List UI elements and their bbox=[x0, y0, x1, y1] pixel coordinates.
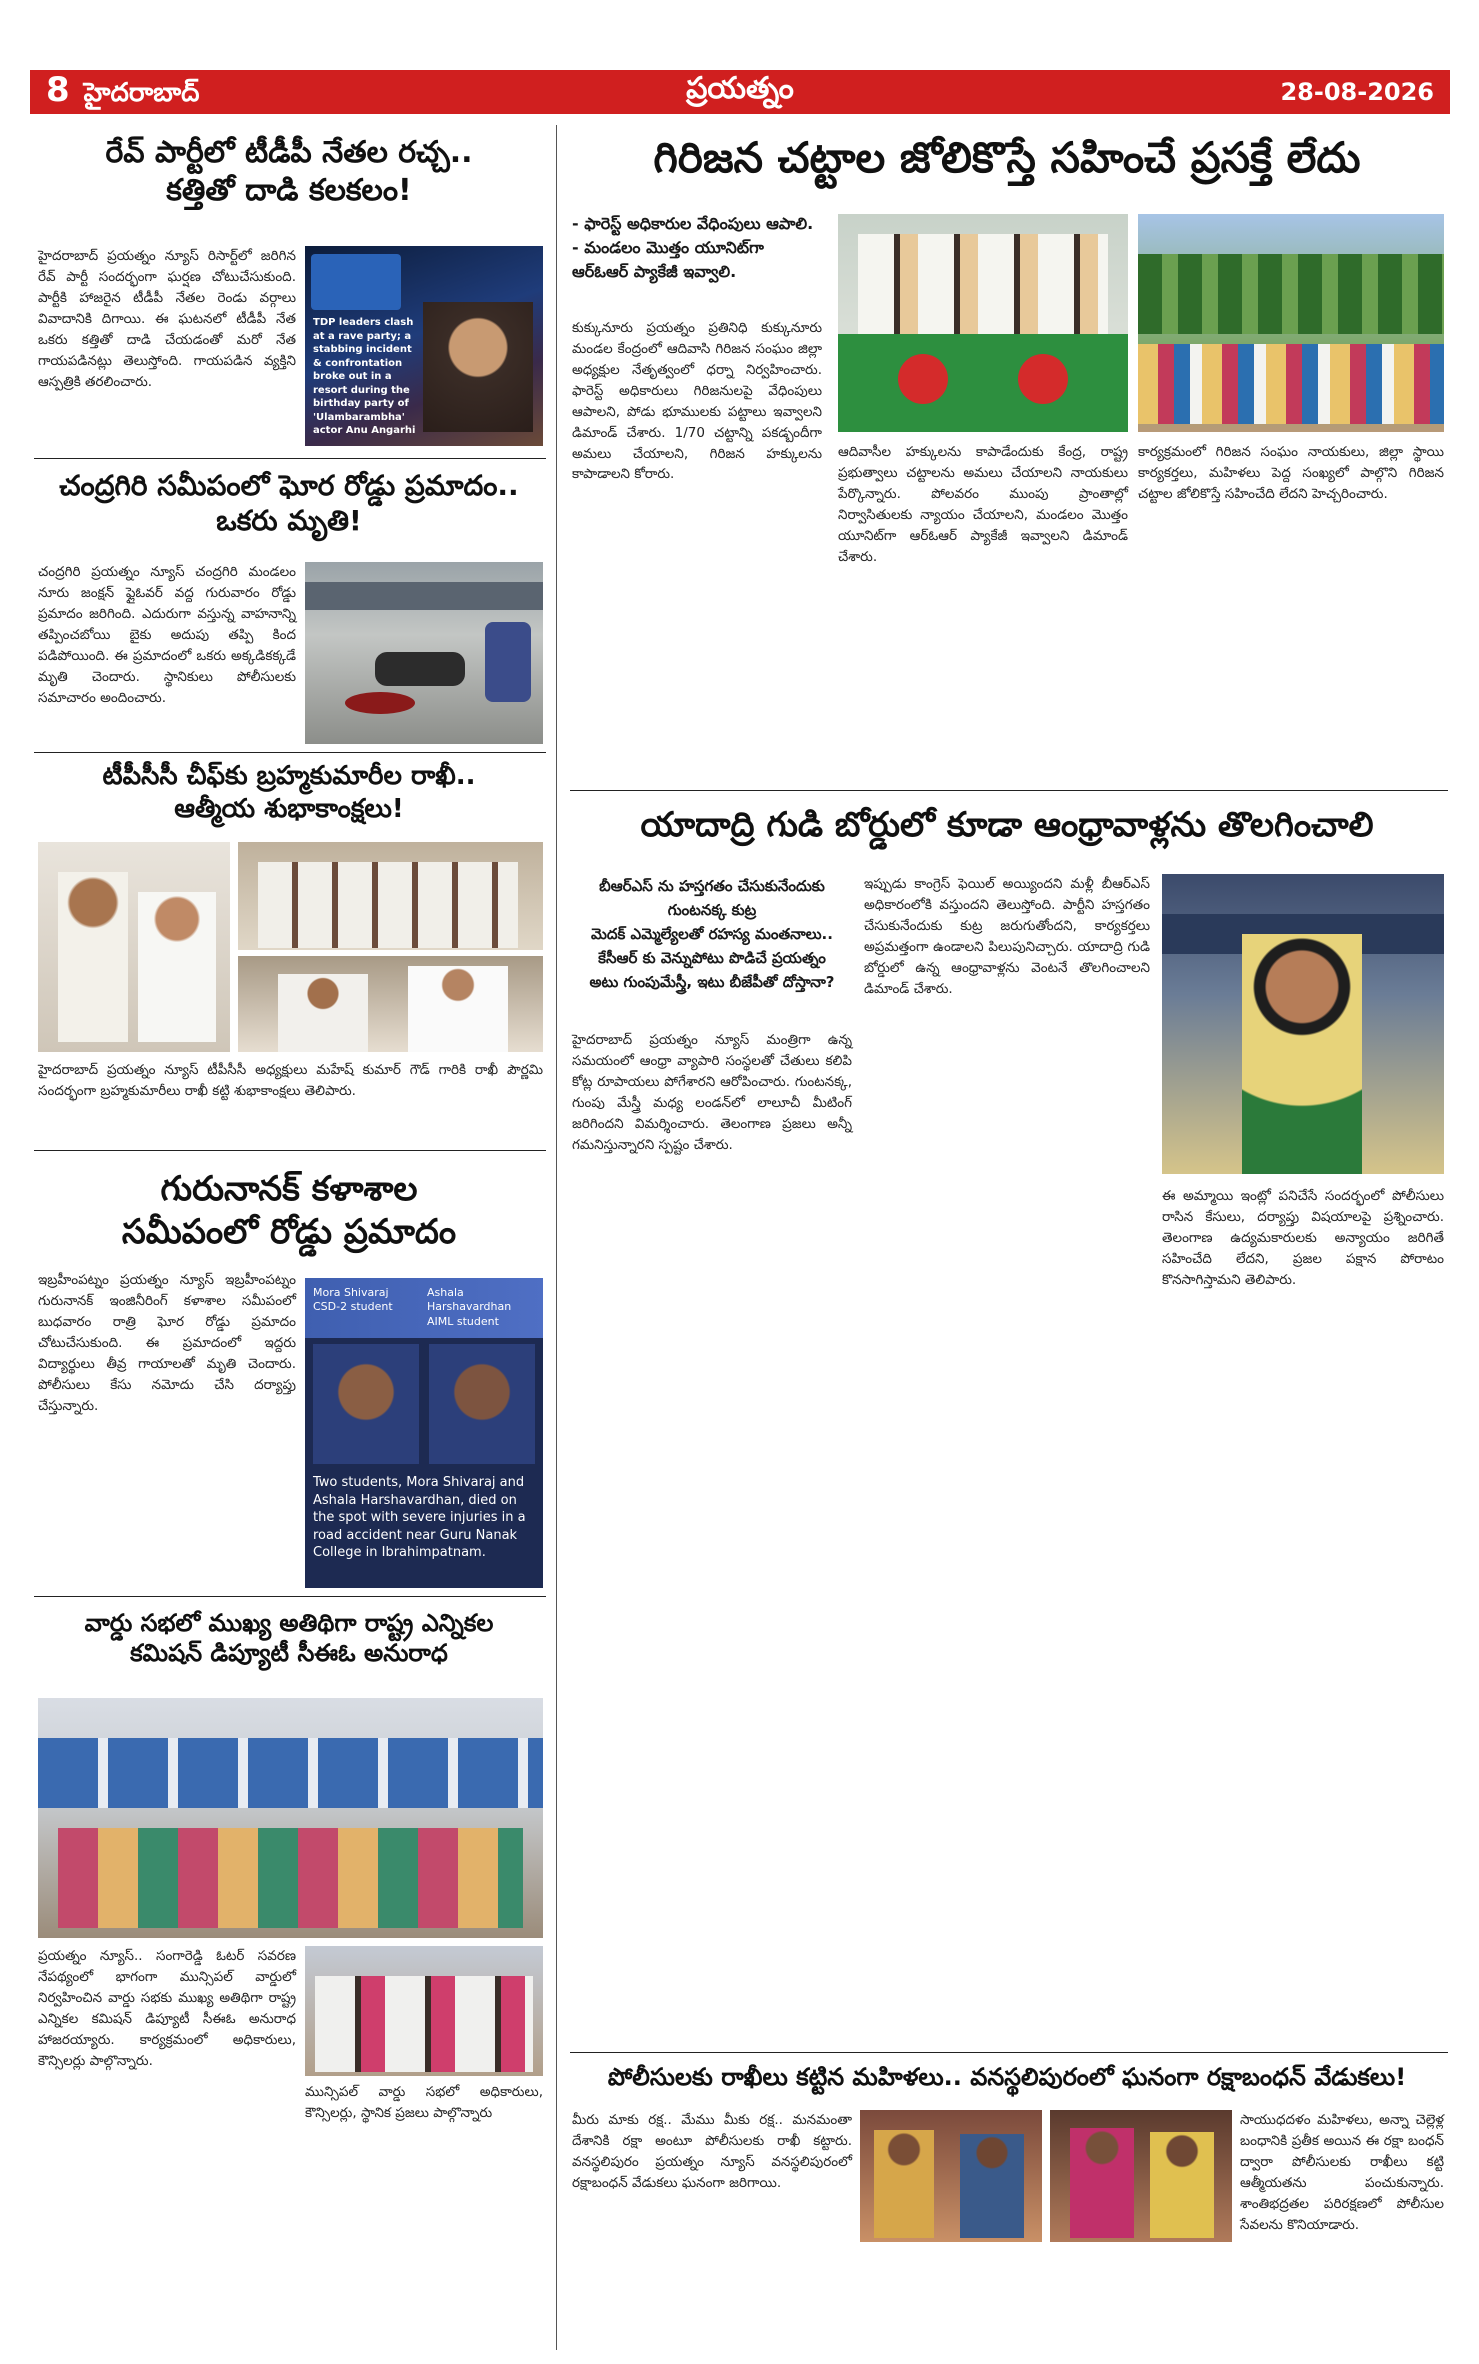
article-gurunanak-accident bbox=[30, 1154, 548, 1594]
subhead: బీఆర్ఎస్ ను హస్తగతం చేసుకునేందుకు bbox=[599, 877, 825, 895]
article-body: మీరు మాకు రక్ష.. మేము మీకు రక్ష.. మనమంతా దేశానికి రక్షా అంటూ పోలీసులకు రాఖీ కట్టారు. వనస్థలిపురం ప్రయత్నం న్యూస్ వనస్థలిపురంలో రక్షాబంధన్ వేడుకలు ఘనంగా జరిగాయి. bbox=[572, 2112, 852, 2191]
photo-detail bbox=[485, 622, 531, 702]
masthead-date: 28-08-2026 bbox=[1280, 78, 1434, 106]
masthead-city: హైదరాబాద్ bbox=[83, 78, 200, 108]
rakhi-police-photo-2 bbox=[1050, 2110, 1232, 2242]
accident-photo bbox=[305, 562, 543, 744]
rakhi-photo-1 bbox=[38, 842, 230, 1052]
photo-detail bbox=[345, 692, 415, 714]
article-body: కార్యక్రమంలో గిరిజన సంఘం నాయకులు, జిల్లా స్థాయి కార్యకర్తలు, మహిళలు పెద్ద సంఖ్యలో పాల్గొని గిరిజన చట్టాల జోలికొస్తే సహించేది లేదని హెచ్చరించారు. bbox=[1138, 444, 1444, 502]
article-ward-sabha bbox=[30, 1600, 548, 2350]
headline: గిరిజన చట్టాల జోలికొస్తే సహించే ప్రసక్తే లేదు bbox=[653, 133, 1361, 182]
headline: కమిషన్ డిప్యూటీ సీఈఓ అనురాధ bbox=[130, 1639, 448, 1667]
protest-photo-1 bbox=[838, 214, 1128, 432]
photo-caption: TDP leaders clash at a rave party; a stabbing incident & confrontation broke out in a resort during the birthday party of 'Ulambarambha' actor Anu Angarhi bbox=[313, 317, 416, 436]
photo-detail bbox=[58, 1828, 523, 1928]
article-body: ఆదివాసీల హక్కులను కాపాడేందుకు కేంద్ర, రాష్ట్ర ప్రభుత్వాలు చట్టాలను అమలు చేయాలని నాయకులు పేర్కొన్నారు. పోలవరం ముంపు ప్రాంతాల్లో నిర్వాసితులకు న్యాయం చేయాలని, మండలం మొత్తం యూనిట్‌గా ఆర్‌ఓఆర్ ప్యాకేజీ ఇవ్వాలని డిమాండ్ చేశారు. bbox=[838, 444, 1128, 565]
headline: ఒకరు మృతి! bbox=[216, 504, 362, 537]
banner bbox=[838, 334, 1128, 432]
protest-photo-2 bbox=[1138, 214, 1444, 432]
divider bbox=[34, 1596, 546, 1597]
page-number: 8 bbox=[46, 70, 70, 110]
article-body: చంద్రగిరి ప్రయత్నం న్యూస్ చంద్రగిరి మండలం నూరు జంక్షన్ ఫ్లైఓవర్ వద్ద గురువారం రోడ్డు ప్రమాదం జరిగింది. ఎదురుగా వస్తున్న వాహనాన్ని తప్పించబోయి బైకు అదుపు తప్పి కింద పడిపోయింది. ఈ ప్రమాదంలో ఒకరు అక్కడికక్కడే మృతి చెందారు. స్థానికులు పోలీసులకు సమాచారం అందించారు. bbox=[38, 564, 296, 706]
photo-detail bbox=[1070, 2128, 1134, 2238]
divider bbox=[34, 752, 546, 753]
photo-detail bbox=[874, 2130, 934, 2238]
photo-detail bbox=[278, 974, 368, 1052]
subhead: అటు గుంపుమేస్త్రీ, ఇటు బీజేపీతో దోస్తానా? bbox=[589, 973, 835, 991]
article-body: సాయుధదళం మహిళలు, అన్నా చెల్లెళ్ల బంధానికి ప్రతీక అయిన ఈ రక్షా బంధన్ ద్వారా పోలీసులకు రాఖీలు కట్టి ఆత్మీయతను పంచుకున్నారు. శాంతిభద్రతల పరిరక్షణలో పోలీసుల సేవలను కొనియాడారు. bbox=[1240, 2112, 1444, 2233]
divider bbox=[34, 1150, 546, 1151]
headline: పోలీసులకు రాఖీలు కట్టిన మహిళలు.. వనస్థలిపురంలో ఘనంగా రక్షాబంధన్ వేడుకలు! bbox=[607, 2063, 1407, 2091]
rakhi-police-photo-1 bbox=[860, 2110, 1042, 2242]
divider bbox=[34, 458, 546, 459]
photo-detail bbox=[1138, 344, 1444, 424]
article-police-rakhi bbox=[564, 2056, 1450, 2350]
photo-detail bbox=[305, 582, 543, 610]
article-body: కుక్కునూరు ప్రయత్నం ప్రతినిధి కుక్కునూరు మండల కేంద్రంలో ఆదివాసి గిరిజన సంఘం జిల్లా అధ్యక్షుల నేతృత్వంలో ధర్నా నిర్వహించారు. ఫారెస్ట్ అధికారులు గిరిజనులపై వేధింపులు ఆపాలని, పోడు భూములకు పట్టాలు ఇవ్వాలని డిమాండ్ చేశారు. 1/70 చట్టాన్ని పకడ్బందీగా అమలు చేయాలని, గిరిజన హక్కులను కాపాడాలని కోరారు. bbox=[572, 320, 822, 483]
article-body: ప్రయత్నం న్యూస్.. సంగారెడ్డి ఓటర్ సవరణ నేపథ్యంలో భాగంగా మున్సిపల్ వార్డులో నిర్వహించిన వార్డు సభకు ముఖ్య అతిథిగా రాష్ట్ర ఎన్నికల కమిషన్ డిప్యూటీ సీఈఓ అనురాధ హాజరయ్యారు. కార్యక్రమంలో అధికారులు, కౌన్సిలర్లు పాల్గొన్నారు. bbox=[38, 1948, 296, 2069]
news-photo bbox=[305, 246, 543, 446]
headline: సమీపంలో రోడ్డు ప్రమాదం bbox=[121, 1211, 457, 1252]
student-course: CSD-2 student bbox=[313, 1300, 393, 1314]
article-body: హైదరాబాద్ ప్రయత్నం న్యూస్ టీపీసీసీ అధ్యక్షులు మహేష్ కుమార్ గౌడ్ గారికి రాఖీ పౌర్ణమి సందర్భంగా బ్రహ్మకుమారీలు రాఖీ కట్టి శుభాకాంక్షలు తెలిపారు. bbox=[38, 1062, 543, 1099]
photo-detail bbox=[38, 1738, 543, 1808]
photo-detail bbox=[315, 1976, 533, 2072]
meeting-photo-2 bbox=[305, 1946, 543, 2076]
headline: టీపీసీసీ చీఫ్‌కు బ్రహ్మకుమారీల రాఖీ.. bbox=[102, 761, 476, 791]
column-divider bbox=[556, 125, 557, 2350]
article-yadadri-board bbox=[564, 794, 1450, 2050]
student-name: Ashala Harshavardhan bbox=[427, 1286, 512, 1314]
subhead: మెదక్ ఎమ్మెల్యేలతో రహస్య మంతనాలు.. bbox=[591, 925, 833, 943]
rakhi-photo-3 bbox=[238, 956, 543, 1052]
leader-photo bbox=[1162, 874, 1444, 1174]
article-body: ఇప్పుడు కాంగ్రెస్ ఫెయిల్ అయ్యిందని మళ్లీ బీఆర్ఎస్ అధికారంలోకి వస్తుందని తెలుస్తోంది. పార్టీని హస్తగతం చేసుకునేందుకు కుట్ర జరుగుతోందని, కార్యకర్తలు అప్రమత్తంగా ఉండాలని పిలుపునిచ్చారు. యాదాద్రి గుడి బోర్డులో ఉన్న ఆంధ్రావాళ్లను వెంటనే తొలగించాలని డిమాండ్ చేశారు. bbox=[864, 876, 1150, 997]
banner-emblem bbox=[1018, 354, 1068, 404]
subhead: కేసీఆర్ కు వెన్నుపోటు పొడిచే ప్రయత్నం bbox=[598, 949, 826, 967]
article-tribal-laws bbox=[564, 128, 1450, 788]
students-photo bbox=[305, 1278, 543, 1588]
photo-caption: Two students, Mora Shivaraj and Ashala Harshavardhan, died on the spot with severe injuries in a road accident near Guru Nanak College in Ibrahimpatnam. bbox=[313, 1475, 526, 1561]
student-label bbox=[313, 1286, 423, 1315]
article-rave-party bbox=[30, 128, 548, 458]
student-name: Mora Shivaraj bbox=[313, 1286, 389, 1299]
masthead-brand: ప్రయత్నం bbox=[686, 71, 794, 106]
subhead-group bbox=[572, 874, 852, 994]
divider bbox=[570, 790, 1448, 791]
headline: వార్డు సభలో ముఖ్య అతిథిగా రాష్ట్ర ఎన్నికల bbox=[84, 1609, 494, 1637]
photo-detail bbox=[375, 652, 465, 686]
headline: గురునానక్ కళాశాల bbox=[160, 1169, 418, 1209]
photo-detail bbox=[58, 872, 128, 1042]
photo-detail bbox=[311, 254, 401, 310]
student-label bbox=[427, 1286, 539, 1329]
student-portrait bbox=[429, 1344, 535, 1464]
banner-emblem bbox=[898, 354, 948, 404]
photo-detail bbox=[408, 966, 508, 1052]
article-body: హైదరాబాద్ ప్రయత్నం న్యూస్ మంత్రిగా ఉన్న సమయంలో ఆంధ్రా వ్యాపారి సంస్థలతో చేతులు కలిపి కోట్ల రూపాయలు పోగేశారని ఆరోపించారు. గుంటనక్క, గుంపు మేస్త్రీ మధ్య లండన్‌లో లాలూచీ మీటింగ్ జరిగిందని విమర్శించారు. తెలంగాణ ప్రజలు అన్నీ గమనిస్తున్నారని స్పష్టం చేశారు. bbox=[572, 1032, 852, 1153]
photo-detail bbox=[1150, 2132, 1214, 2238]
student-course: AIML student bbox=[427, 1314, 499, 1328]
headline: ఆత్మీయ శుభాకాంక్షలు! bbox=[174, 793, 404, 824]
divider bbox=[570, 2052, 1448, 2053]
headline: రేవ్ పార్టీలో టీడీపీ నేతల రచ్చ.. bbox=[105, 135, 473, 170]
meeting-photo bbox=[38, 1698, 543, 1938]
headline: కత్తితో దాడి కలకలం! bbox=[166, 172, 412, 208]
article-chandragiri-accident bbox=[30, 462, 548, 752]
student-portrait bbox=[313, 1344, 419, 1464]
photo-detail bbox=[858, 234, 1108, 334]
article-tpcc-rakhi bbox=[30, 756, 548, 1148]
article-body: హైదరాబాద్ ప్రయత్నం న్యూస్ రిసార్ట్‌లో జరిగిన రేవ్ పార్టీ సందర్భంగా ఘర్షణ చోటుచేసుకుంది. పార్టీకి హాజరైన టీడీపీ నేతల రెండు వర్గాలు వివాదానికి దిగాయి. ఈ ఘటనలో టీడీపీ నేత ఒకరు కత్తితో దాడి చేయడంతో మరో నేత గాయపడినట్లు తెలుస్తోంది. గాయపడిన వ్యక్తిని ఆస్పత్రికి తరలించారు. bbox=[38, 248, 296, 390]
bullet-item: - మండలం మొత్తం యూనిట్‌గా ఆర్‌ఓఆర్ ప్యాకేజీ ఇవ్వాలి. bbox=[572, 238, 764, 281]
photo-detail bbox=[960, 2134, 1024, 2238]
bullet-list bbox=[572, 212, 822, 284]
masthead bbox=[30, 70, 1450, 114]
photo-detail bbox=[1242, 934, 1362, 1174]
photo-detail bbox=[138, 892, 216, 1042]
photo-detail bbox=[1138, 254, 1444, 334]
bullet-item: - ఫారెస్ట్ అధికారుల వేధింపులు ఆపాలి. bbox=[572, 214, 814, 233]
article-body: ఈ అమ్మాయి ఇంట్లో పనిచేసే సందర్భంలో పోలీసులు రాసిన కేసులు, దర్యాప్తు విషయాలపై ప్రశ్నించారు. తెలంగాణ ఉద్యమకారులకు అన్యాయం జరిగితే సహించేది లేదని, ప్రజల పక్షాన పోరాటం కొనసాగిస్తామని తెలిపారు. bbox=[1162, 1188, 1444, 1288]
photo-detail bbox=[258, 862, 518, 948]
subhead: గుంటనక్క కుట్ర bbox=[667, 901, 757, 919]
headline: యాదాద్రి గుడి బోర్డులో కూడా ఆంధ్రావాళ్లను తొలగించాలి bbox=[640, 805, 1374, 845]
photo-caption: మున్సిపల్ వార్డు సభలో అధికారులు, కౌన్సిలర్లు, స్థానిక ప్రజలు పాల్గొన్నారు bbox=[305, 2084, 543, 2121]
headline: చంద్రగిరి సమీపంలో ఘోర రోడ్డు ప్రమాదం.. bbox=[59, 469, 519, 502]
rakhi-photo-2 bbox=[238, 842, 543, 950]
article-body: ఇబ్రహీంపట్నం ప్రయత్నం న్యూస్ ఇబ్రహీంపట్నం గురునానక్ ఇంజినీరింగ్ కళాశాల సమీపంలో బుధవారం రాత్రి ఘోర రోడ్డు ప్రమాదం చోటుచేసుకుంది. ఈ ప్రమాదంలో ఇద్దరు విద్యార్థులు తీవ్ర గాయాలతో మృతి చెందారు. పోలీసులు కేసు నమోదు చేసి దర్యాప్తు చేస్తున్నారు. bbox=[38, 1272, 296, 1414]
photo-detail bbox=[423, 302, 533, 432]
